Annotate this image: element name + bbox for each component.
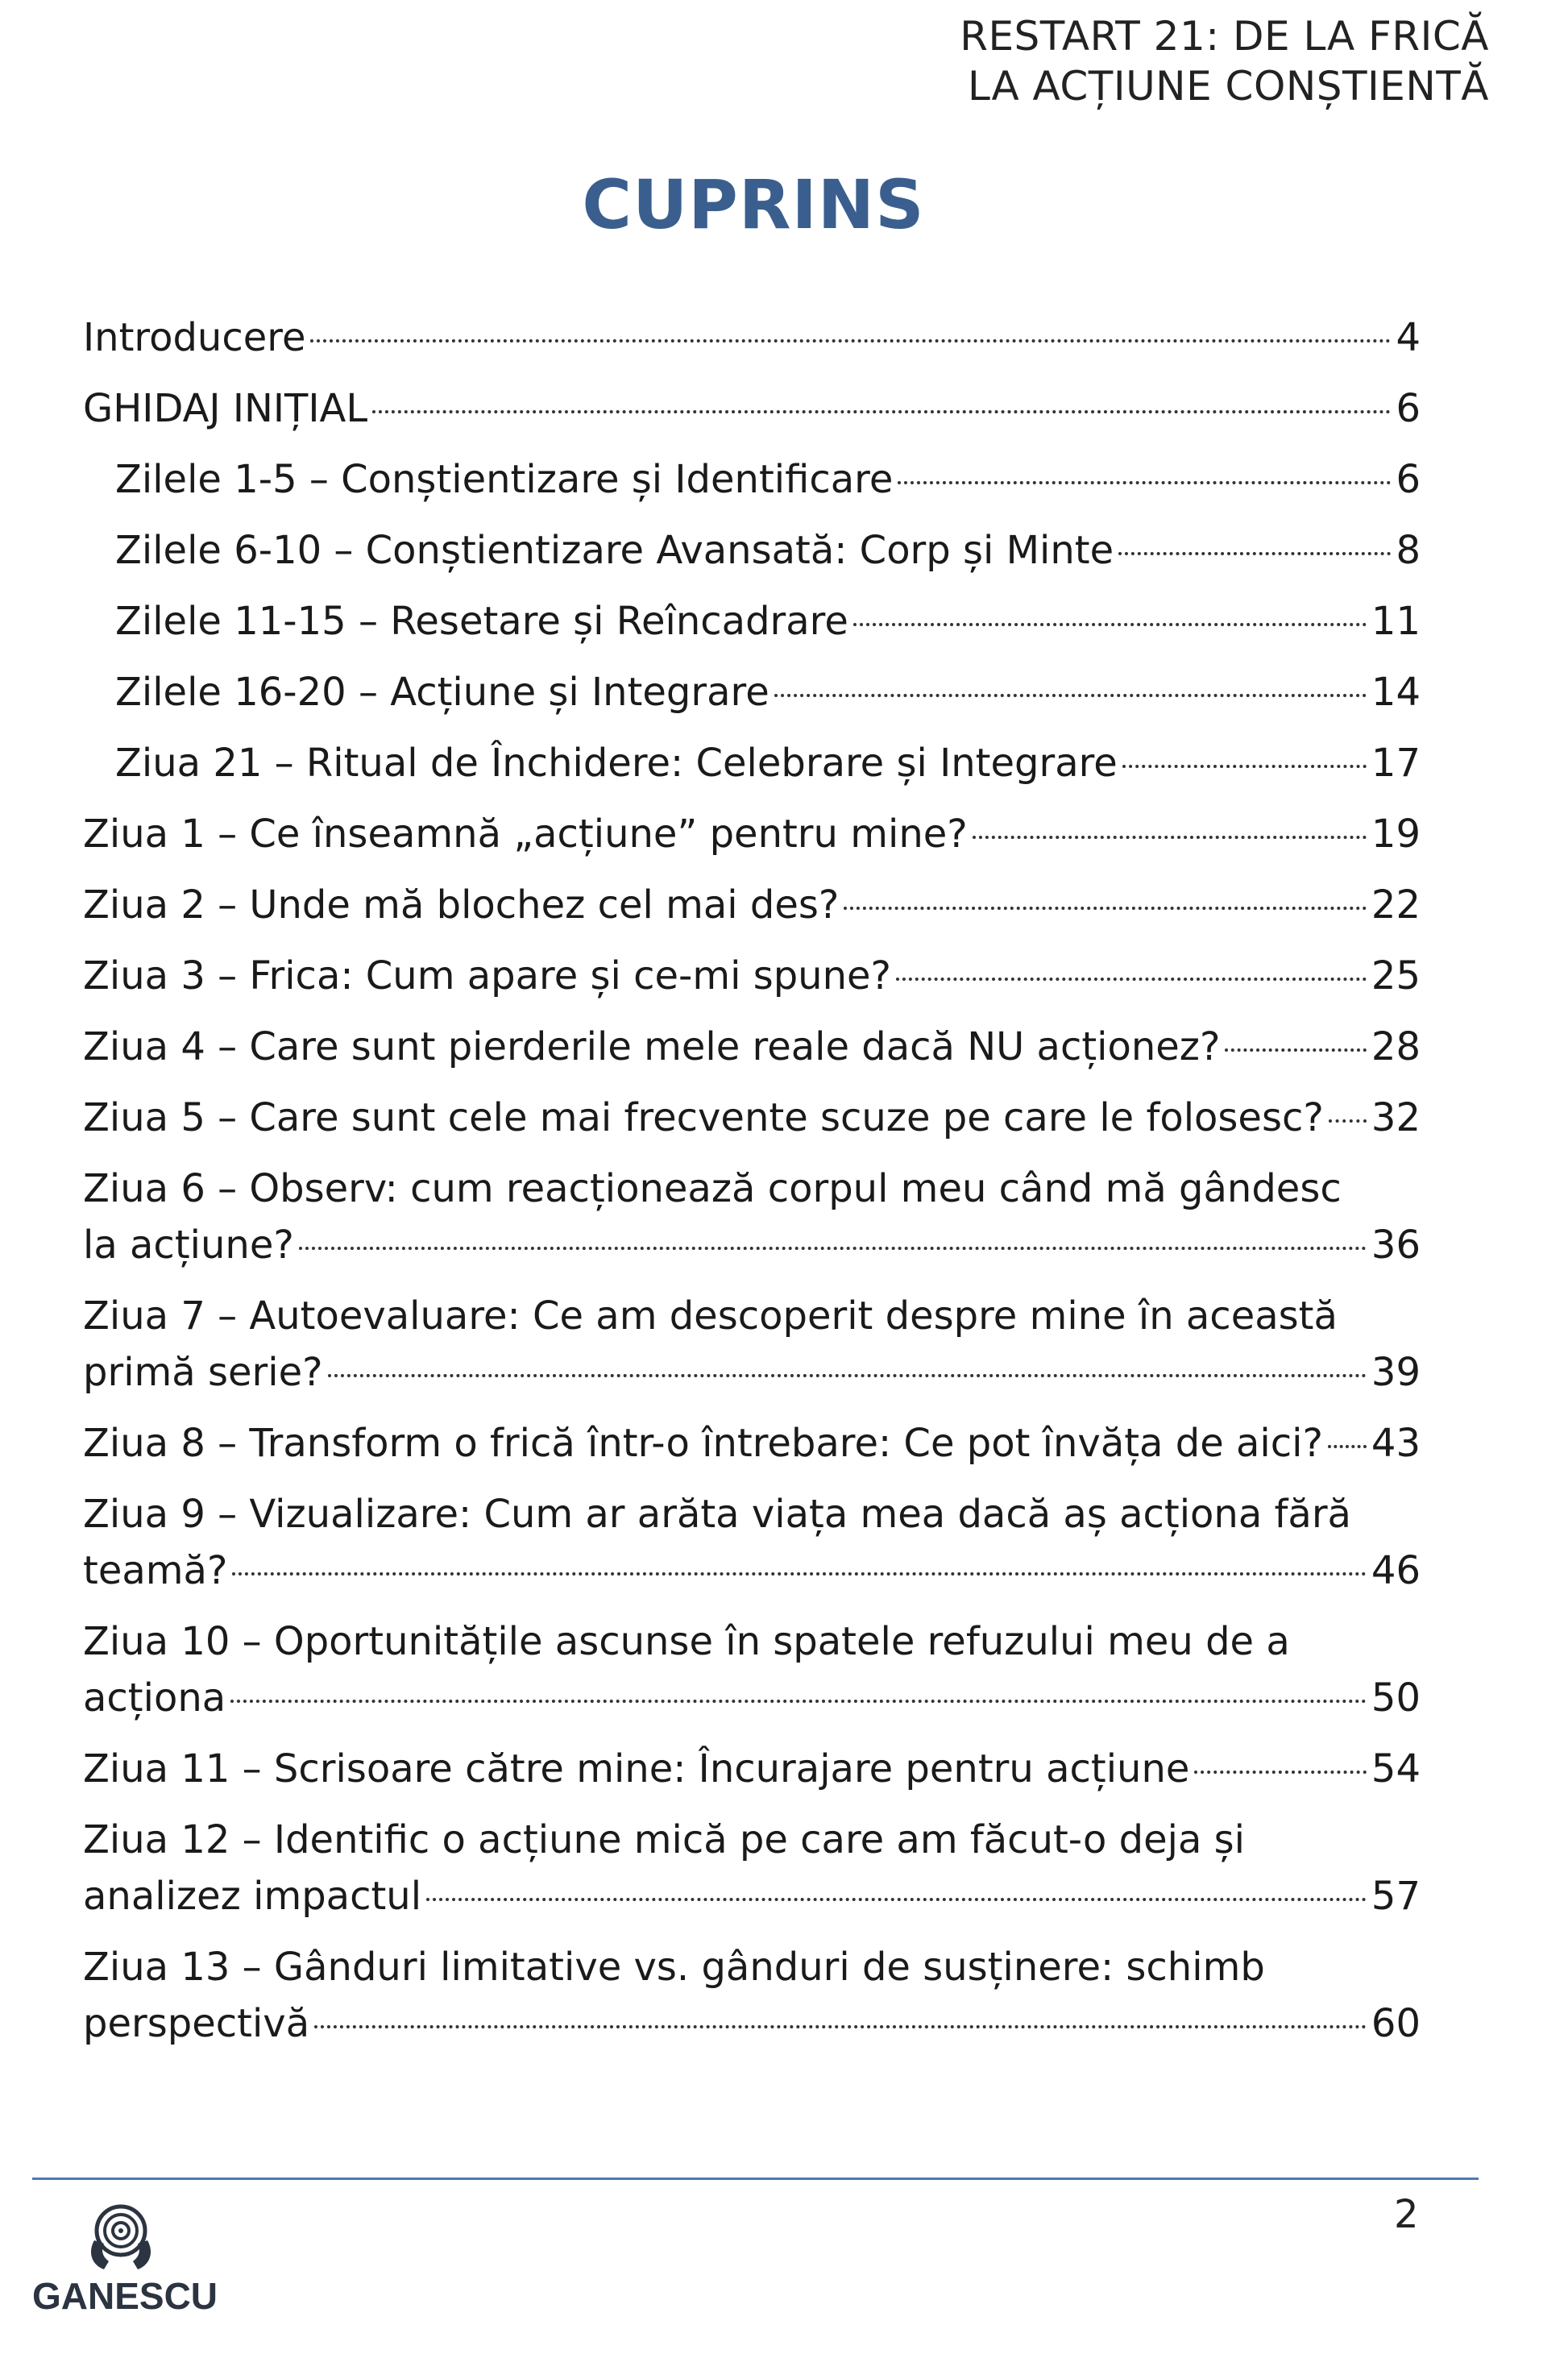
toc-entry[interactable] xyxy=(83,1415,1421,1472)
toc-entry-text: analizez impactul xyxy=(83,1874,422,1919)
toc-entry-text: Ziua 11 – Scrisoare către mine: Încurajare pentru acțiune xyxy=(83,1746,1190,1791)
dot-leader xyxy=(1328,1445,1367,1448)
dot-leader xyxy=(1194,1771,1367,1774)
toc-entry-page: 8 xyxy=(1396,528,1421,573)
toc-entry-text: Zilele 1-5 – Conștientizare și Identificare xyxy=(115,457,894,502)
toc-entry[interactable] xyxy=(83,1288,1421,1401)
toc-entry-text: Zilele 16-20 – Acțiune și Integrare xyxy=(115,670,769,715)
brain-head-icon xyxy=(77,2200,165,2273)
toc-entry-text: Ziua 4 – Care sunt pierderile mele reale dacă NU acționez? xyxy=(83,1024,1221,1069)
toc-entry-page: 6 xyxy=(1396,457,1421,502)
toc-entry-text: la acțiune? xyxy=(83,1223,294,1268)
toc-entry-page: 28 xyxy=(1371,1024,1421,1069)
toc-entry-text: Ziua 13 – Gânduri limitative vs. gânduri de susținere: schimb xyxy=(83,1945,1265,1990)
toc-entry-text: acționa xyxy=(83,1675,226,1721)
publisher-logo xyxy=(32,2200,218,2318)
toc-entry[interactable] xyxy=(83,1939,1421,2052)
toc-entry-text: Ziua 1 – Ce înseamnă „acțiune” pentru mine? xyxy=(83,812,968,857)
toc-entry[interactable] xyxy=(83,1613,1421,1726)
toc-entry-page: 32 xyxy=(1371,1095,1421,1140)
toc-entry[interactable] xyxy=(83,735,1421,791)
dot-leader xyxy=(844,907,1367,910)
toc-entry-text: GHIDAJ INIȚIAL xyxy=(83,386,368,431)
toc-entry-page: 46 xyxy=(1371,1548,1421,1593)
toc-entry-text: Introducere xyxy=(83,315,306,360)
toc-entry-page: 11 xyxy=(1371,599,1421,644)
toc-entry[interactable] xyxy=(83,1090,1421,1146)
toc-entry[interactable] xyxy=(83,664,1421,720)
running-header-line-1: RESTART 21: DE LA FRICĂ xyxy=(960,13,1489,60)
dot-leader xyxy=(1329,1119,1367,1123)
toc-entry-page: 14 xyxy=(1371,670,1421,715)
logo-text: GANESCU xyxy=(32,2275,218,2317)
dot-leader xyxy=(232,1572,1367,1576)
toc-entry[interactable] xyxy=(83,522,1421,579)
toc-entry[interactable] xyxy=(83,877,1421,933)
toc-entry-page: 50 xyxy=(1371,1675,1421,1721)
toc-entry-page: 43 xyxy=(1371,1421,1421,1466)
toc-entry[interactable] xyxy=(83,1812,1421,1924)
toc-entry-text: Ziua 5 – Care sunt cele mai frecvente scuze pe care le folosesc? xyxy=(83,1095,1324,1140)
page-title: CUPRINS xyxy=(582,165,925,244)
toc-entry-page: 19 xyxy=(1371,812,1421,857)
dot-leader xyxy=(230,1700,1367,1703)
toc-entry[interactable] xyxy=(83,1160,1421,1273)
table-of-contents xyxy=(83,309,1421,2066)
running-header xyxy=(960,11,1489,111)
dot-leader xyxy=(1122,765,1367,768)
toc-entry[interactable] xyxy=(83,1741,1421,1797)
toc-entry-page: 36 xyxy=(1371,1223,1421,1268)
toc-entry-text: Ziua 12 – Identific o acțiune mică pe care am făcut-o deja și xyxy=(83,1817,1245,1862)
toc-entry-text: Ziua 3 – Frica: Cum apare și ce-mi spune? xyxy=(83,953,892,998)
toc-entry-text: Zilele 11-15 – Resetare și Reîncadrare xyxy=(115,599,848,644)
dot-leader xyxy=(853,623,1367,626)
toc-entry[interactable] xyxy=(83,806,1421,862)
toc-entry-page: 54 xyxy=(1371,1746,1421,1791)
toc-entry-text: Zilele 6-10 – Conștientizare Avansată: Corp și Minte xyxy=(115,528,1114,573)
toc-entry[interactable] xyxy=(83,309,1421,366)
toc-entry-text: Ziua 9 – Vizualizare: Cum ar arăta viața mea dacă aș acționa fără xyxy=(83,1492,1351,1537)
toc-entry[interactable] xyxy=(83,593,1421,650)
dot-leader xyxy=(372,410,1391,413)
toc-entry-page: 60 xyxy=(1371,2001,1421,2046)
dot-leader xyxy=(299,1247,1367,1250)
toc-entry-page: 22 xyxy=(1371,882,1421,928)
dot-leader xyxy=(1118,552,1391,555)
dot-leader xyxy=(898,481,1391,484)
dot-leader xyxy=(896,978,1367,981)
dot-leader xyxy=(310,339,1391,343)
dot-leader xyxy=(314,2025,1367,2028)
toc-entry[interactable] xyxy=(83,380,1421,437)
toc-entry[interactable] xyxy=(83,1486,1421,1599)
toc-entry-text: Ziua 8 – Transform o frică într-o întrebare: Ce pot învăța de aici? xyxy=(83,1421,1323,1466)
toc-entry-page: 6 xyxy=(1396,386,1421,431)
toc-entry-text: Ziua 6 – Observ: cum reacționează corpul meu când mă gândesc xyxy=(83,1166,1342,1211)
toc-entry-text: Ziua 21 – Ritual de Închidere: Celebrare și Integrare xyxy=(115,741,1118,786)
toc-entry-text: teamă? xyxy=(83,1548,228,1593)
toc-entry-text: Ziua 10 – Oportunitățile ascunse în spatele refuzului meu de a xyxy=(83,1619,1290,1664)
toc-entry-page: 39 xyxy=(1371,1350,1421,1395)
footer-divider xyxy=(32,2178,1479,2180)
toc-entry-page: 4 xyxy=(1396,315,1421,360)
toc-entry-page: 17 xyxy=(1371,741,1421,786)
dot-leader xyxy=(328,1374,1367,1377)
toc-entry-text: primă serie? xyxy=(83,1350,323,1395)
toc-entry[interactable] xyxy=(83,451,1421,508)
running-header-line-2: LA ACȚIUNE CONȘTIENTĂ xyxy=(967,63,1489,110)
toc-entry[interactable] xyxy=(83,948,1421,1004)
dot-leader xyxy=(774,694,1367,697)
toc-entry[interactable] xyxy=(83,1019,1421,1075)
toc-entry-page: 25 xyxy=(1371,953,1421,998)
dot-leader xyxy=(973,836,1367,839)
dot-leader xyxy=(1225,1048,1366,1052)
toc-entry-text: Ziua 2 – Unde mă blochez cel mai des? xyxy=(83,882,840,928)
toc-entry-text: perspectivă xyxy=(83,2001,310,2046)
toc-entry-text: Ziua 7 – Autoevaluare: Ce am descoperit despre mine în această xyxy=(83,1293,1338,1339)
page-number: 2 xyxy=(1394,2192,1419,2237)
dot-leader xyxy=(426,1898,1367,1901)
toc-entry-page: 57 xyxy=(1371,1874,1421,1919)
